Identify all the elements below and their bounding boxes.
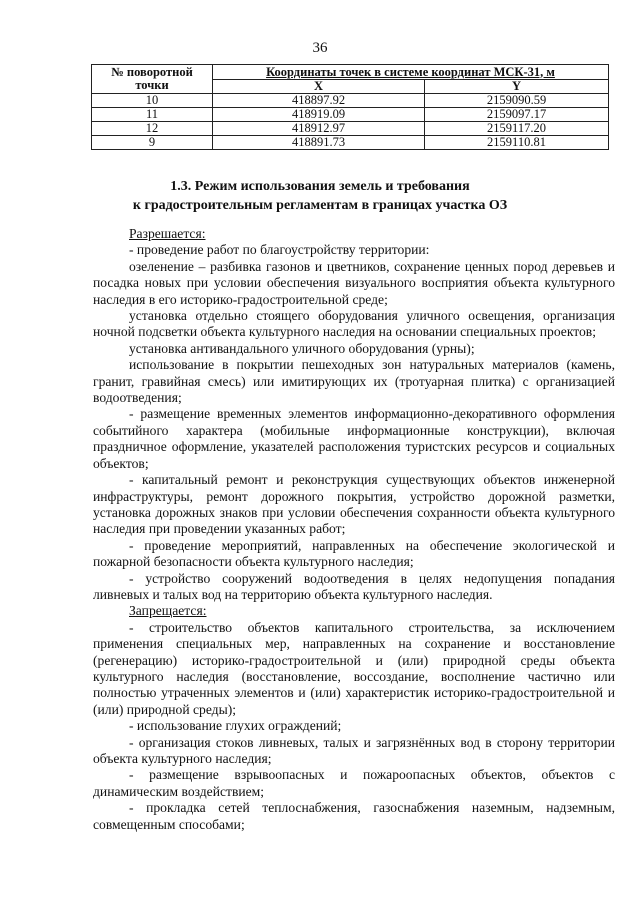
paragraph: - использование глухих ограждений; bbox=[129, 718, 342, 734]
table-row bbox=[92, 136, 609, 150]
y-cell: 2159097.17 bbox=[425, 108, 609, 122]
paragraph: - прокладка сетей теплоснабжения, газоснабжения наземным, надземным, совмещенным способами; bbox=[93, 800, 615, 832]
point-number-header: № поворотной точки bbox=[92, 65, 213, 94]
y-cell: 2159117.20 bbox=[425, 122, 609, 136]
point-cell: 12 bbox=[92, 122, 213, 136]
paragraph: - размещение взрывоопасных и пожароопасных объектов, объектов с динамическим воздействием; bbox=[93, 767, 615, 799]
section-title bbox=[0, 177, 640, 215]
list-heading: Разрешается: bbox=[129, 226, 206, 241]
x-cell: 418919.09 bbox=[213, 108, 425, 122]
paragraph: озеленение – разбивка газонов и цветников, сохранение ценных пород деревьев и посадка новых при условии обеспечения визуального восприятия объекта культурного наследия в его историко-градостроительной среде; bbox=[93, 258, 615, 307]
paragraph: - устройство сооружений водоотведения в целях недопущения попадания ливневых и талых вод на территорию объекта культурного наследия. bbox=[93, 570, 615, 602]
y-cell: 2159110.81 bbox=[425, 136, 609, 150]
x-cell: 418897.92 bbox=[213, 94, 425, 108]
paragraph: - проведение работ по благоустройству территории: bbox=[129, 242, 430, 258]
paragraph: установка антивандального уличного оборудования (урны); bbox=[129, 340, 475, 356]
y-header: Y bbox=[425, 80, 609, 94]
table-row bbox=[92, 94, 609, 108]
x-cell: 418912.97 bbox=[213, 122, 425, 136]
point-cell: 10 bbox=[92, 94, 213, 108]
table-row bbox=[92, 108, 609, 122]
paragraph: установка отдельно стоящего оборудования уличного освещения, организация ночной подсветки объекта культурного наследия на основании специальных проектов; bbox=[93, 308, 615, 340]
point-cell: 11 bbox=[92, 108, 213, 122]
y-cell: 2159090.59 bbox=[425, 94, 609, 108]
list-heading: Запрещается: bbox=[129, 603, 207, 619]
x-cell: 418891.73 bbox=[213, 136, 425, 150]
x-header: X bbox=[213, 80, 425, 94]
paragraph: - размещение временных элементов информационно-декоративного оформления событийного характера (мобильные информационные конструкции), включая праздничное оформление, указателей расположения туристских ресурсов и социальных объектов; bbox=[93, 406, 615, 471]
coordinates-table bbox=[91, 64, 609, 150]
paragraph: использование в покрытии пешеходных зон натуральных материалов (камень, гранит, гравийная смесь) или имитирующих их (тротуарная плитка) с организацией водоотведения; bbox=[93, 357, 615, 406]
point-cell: 9 bbox=[92, 136, 213, 150]
paragraph: - проведение мероприятий, направленных на обеспечение экологической и пожарной безопасности объекта культурного наследия; bbox=[93, 537, 615, 570]
paragraph: - организация стоков ливневых, талых и загрязнённых вод в сторону территории объекта культурного наследия; bbox=[93, 734, 615, 766]
page-number: 36 bbox=[312, 40, 328, 56]
section-title-line1: 1.3. Режим использования земель и требования bbox=[170, 179, 470, 194]
paragraph: - капитальный ремонт и реконструкция существующих объектов инженерной инфраструктуры, ремонт дорожного покрытия, устройство дорожной разметки, установка дорожных знаков при условии обеспечения сохранности объекта культурного наследия при проведении указанных работ; bbox=[93, 472, 615, 537]
coords-system-header: Координаты точек в системе координат МСК-31, м bbox=[213, 65, 609, 80]
table-row bbox=[92, 122, 609, 136]
body-text bbox=[93, 226, 615, 833]
section-title-line2: к градостроительным регламентам в границах участка ОЗ bbox=[132, 198, 508, 213]
paragraph: - строительство объектов капитального строительства, за исключением применения специальных мер, направленных на сохранение и восстановление (регенерацию) историко-градостроительной и (или) природной среды объекта культурного наследия (восстановление, воссоздание, восполнение частично или полностью утраченных элементов и (или) характеристик историко-градостроительной и (или) природной среды); bbox=[93, 619, 615, 717]
